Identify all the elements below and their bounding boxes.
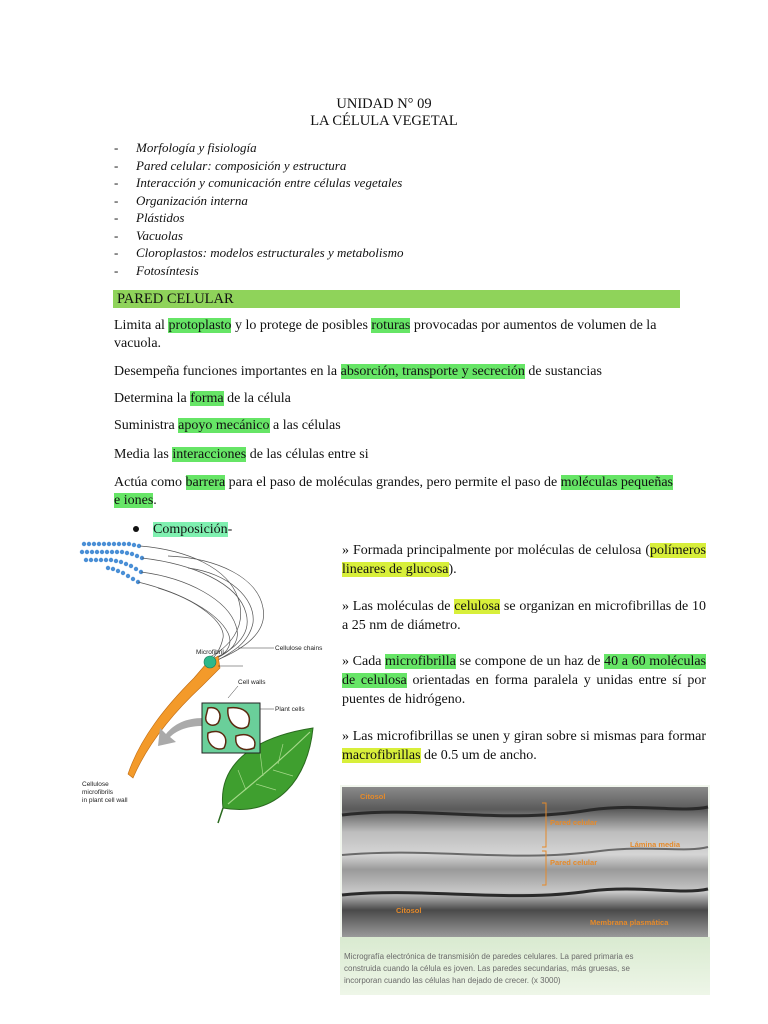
highlight: barrera (185, 475, 226, 490)
cell-wall-box (202, 703, 260, 753)
label-pared-celular-1: Pared celular (550, 818, 598, 827)
highlight: macrofibrillas (342, 748, 421, 763)
page-title: LA CÉLULA VEGETAL (310, 113, 458, 129)
label-citosol-bottom: Citosol (396, 906, 422, 915)
composition-point-3: » Cada microfibrilla se compone de un haz de 40 a 60 moléculas de celulosa orientadas en forma paralela y unidas entre sí por puentes de hidrógeno. (342, 654, 706, 707)
composition-point-4: » Las microfibrillas se unen y giran sobre si mismas para formar macrofibrillas de 0.5 um de ancho. (342, 729, 706, 763)
topic-item: - Interacción y comunicación entre células vegetales (114, 175, 403, 190)
topic-item: - Organización interna (114, 192, 248, 208)
topic-item: - Fotosíntesis (114, 262, 199, 278)
highlight: microfibrilla (385, 654, 456, 669)
composition-point-1: » Formada principalmente por moléculas de celulosa (polímeros lineares de glucosa). (342, 543, 706, 577)
highlight: Composición (153, 522, 228, 537)
highlight: polímeros lineares de glucosa (342, 543, 706, 577)
paragraph-shape: Determina la forma de la célula (114, 391, 291, 406)
label-lamina-media: Lámina media (630, 840, 681, 849)
topic-list (114, 139, 403, 279)
topic-item: - Morfología y fisiología (114, 140, 257, 155)
highlight: absorción, transporte y secreción (340, 364, 525, 379)
label-microfibril: Microfibril (196, 649, 224, 656)
label-cell-walls: Cell walls (238, 679, 266, 686)
bullet-dot (133, 526, 139, 532)
cellulose-chain-beads (80, 542, 144, 584)
highlight: moléculas pequeñas e iones (114, 475, 674, 508)
topic-item: - Vacuolas (114, 227, 183, 243)
electron-micrograph (340, 785, 710, 995)
unit-number: UNIDAD N° 09 (336, 96, 432, 112)
topic-item: - Pared celular: composición y estructura (114, 157, 347, 173)
caption-line-3: in plant cell wall (82, 797, 128, 804)
label-pared-celular-2: Pared celular (550, 858, 598, 867)
caption-line-2: microfibrils (82, 789, 114, 796)
label-membrana: Membrana plasmática (590, 918, 669, 927)
cellulose-diagram (78, 538, 334, 834)
highlight: roturas (371, 318, 411, 333)
paragraph-barrier: Actúa como barrera para el paso de moléculas grandes, pero permite el paso de moléculas pequeñas e iones. (114, 475, 674, 508)
paragraph-support: Suministra apoyo mecánico a las células (114, 418, 341, 433)
paragraph-interactions: Media las interacciones de las células entre si (114, 447, 369, 462)
highlight: celulosa (454, 599, 501, 614)
label-cellulose-chains: Cellulose chains (275, 645, 323, 652)
section-heading: PARED CELULAR (113, 290, 680, 308)
composition-point-2: » Las moléculas de celulosa se organizan en microfibrillas de 10 a 25 nm de diámetro. (342, 599, 707, 633)
micrograph-caption-2: construida cuando la célula es joven. Las paredes secundarias, más gruesas, se (344, 964, 630, 973)
label-plant-cells: Plant cells (275, 706, 305, 713)
highlight: interacciones (172, 447, 247, 462)
microfibril-tip (204, 656, 216, 668)
composition-bullet: Composición- (133, 521, 232, 539)
paragraph-functions: Desempeña funciones importantes en la absorción, transporte y secreción de sustancias (114, 364, 602, 379)
topic-item: - Cloroplastos: modelos estructurales y metabolismo (114, 245, 404, 260)
micrograph-caption-1: Micrografía electrónica de transmisión de paredes celulares. La pared primaria es (344, 952, 634, 961)
topic-item: - Plástidos (114, 210, 185, 225)
highlight: 40 a 60 moléculas de celulosa (342, 654, 706, 688)
paragraph-protoplast: Limita al protoplasto y lo protege de posibles roturas provocadas por aumentos de volumen de la vacuola. (114, 318, 657, 351)
highlight: apoyo mecánico (178, 418, 270, 433)
label-citosol-top: Citosol (360, 792, 386, 801)
highlight: protoplasto (168, 318, 232, 333)
highlight: forma (190, 391, 224, 406)
caption-line-1: Cellulose (82, 781, 109, 788)
micrograph-caption-3: incorporan cuando las células han dejado de crecer. (x 3000) (344, 976, 561, 985)
